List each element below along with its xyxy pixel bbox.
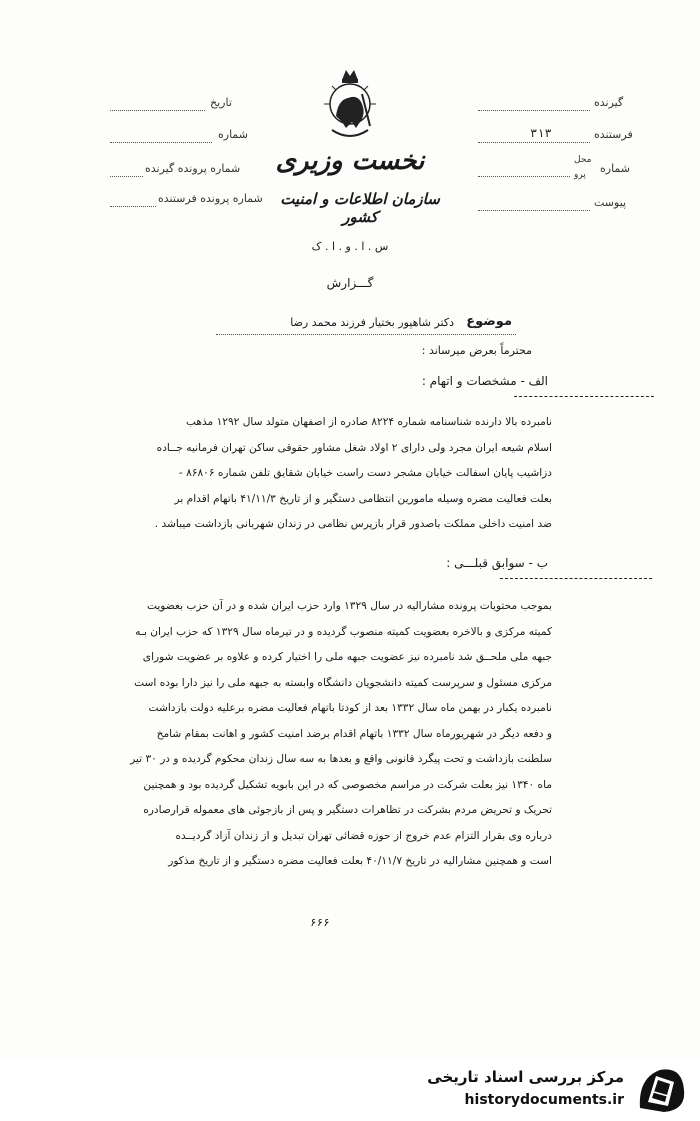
section-b-line: تحریک و تحریض مردم بشرکت در تظاهرات دستگیر و پس از بازجوئی های معموله قرارصادره (143, 804, 552, 816)
number-sub-label-1: محل (574, 155, 592, 165)
sender-line (478, 142, 590, 143)
subject-text: دکتر شاهپور بختیار فرزند محمد رضا (290, 316, 454, 329)
organization-subtitle: سازمان اطلاعات و امنیت کشور (280, 190, 440, 226)
receiver-line (478, 110, 590, 111)
attachment-line (478, 210, 590, 211)
section-a-paragraph (122, 410, 552, 538)
section-b-line: نامبرده یکبار در بهمن ماه سال ۱۳۳۲ بعد از کودتا باتهام فعالیت مضره برعلیه دولت بازداشت (148, 702, 552, 714)
watermark-title: مرکز بررسی اسناد تاریخی (427, 1068, 624, 1086)
section-a-line: دزاشیب پایان اسفالت خیابان مشجر دست راست خیابان شقایق تلفن شماره ۸۶۸۰۶ - (178, 467, 552, 479)
section-a-line: نامبرده بالا دارنده شناسنامه شماره ۸۲۲۴ صادره از اصفهان متولد سال ۱۲۹۲ مذهب (185, 416, 552, 428)
attachment-label: پیوست (594, 196, 627, 209)
section-b-line: جبهه ملی ملحــق شد نامبرده نیز عضویت جبهه ملی را اختیار کرده و علاوه بر عضویت شورای (142, 651, 552, 663)
sender-value: ۳۱۳ (530, 126, 552, 140)
section-b-line: کمیته مرکزی و بالاخره بعضویت کمیته منصوب گردیده و در تیرماه سال ۱۳۲۹ که حزب ایران بـه (135, 625, 552, 638)
section-b-heading: ب - سوابق قبلـــی : (446, 556, 548, 570)
sender-label: فرستنده (594, 128, 633, 141)
subject-line (216, 334, 516, 335)
section-b-underline (500, 578, 652, 579)
report-title: گـــزارش (326, 276, 374, 290)
date-label: تاریخ (210, 96, 232, 109)
watermark (420, 1062, 692, 1116)
number-line-right (478, 176, 570, 177)
lion-and-sun-emblem-icon (318, 64, 382, 144)
section-a-heading: الف - مشخصات و اتهام : (421, 374, 548, 388)
receiver-label: گیرنده (594, 96, 624, 109)
section-b-line: است و همچنین مشارالیه در تاریخ ۴۰/۱۱/۷ بعلت فعالیت مضره دستگیر و از تاریخ مذکور (168, 855, 552, 867)
section-a-underline (514, 396, 654, 397)
number-sub-label-2: پرو (574, 170, 586, 180)
receiver-file-line (110, 176, 143, 177)
section-b-paragraph (122, 594, 552, 875)
section-a-line: اسلام شیعه ایران مجرد ولی دارای ۲ اولاد شغل مشاور حقوقی ساکن تهران فرمانیه جــاده (156, 441, 552, 454)
date-line (110, 110, 205, 111)
number-line-left (110, 142, 212, 143)
continuation-marks: ۶۶۶ (310, 916, 330, 929)
section-b-line: و دفعه دیگر در شهریورماه سال ۱۳۳۲ باتهام اقدام برضد امنیت کشور و اهانت بمقام شامخ (156, 727, 552, 740)
section-a-line: ضد امنیت داخلی مملکت باصدور قرار بازپرس نظامی در زندان شهربانی بازداشت میباشد . (154, 518, 552, 530)
section-b-line: سلطنت بازداشت و تحت پیگرد قانونی واقع و بعدها به سه سال زندان محکوم گردیده و در ۳۰ تیر (130, 753, 552, 765)
number-label-left: شماره (218, 128, 249, 141)
sender-file-line (110, 206, 156, 207)
section-b-line: ماه ۱۳۴۰ نیز بعلت شرکت در مراسم مخصوصی که در این بابویه تشکیل گردیده بود و همچنین (143, 778, 552, 791)
sender-file-label: شماره پرونده فرستنده (158, 192, 263, 205)
section-b-line: مرکزی مسئول و سرپرست کمیته دانشجویان دانشگاه وابسته به جبهه ملی را نیز دارا بوده است (134, 676, 552, 689)
section-a-line: بعلت فعالیت مضره وسیله مامورین انتظامی دستگیر و از تاریخ ۴۱/۱۱/۳ باتهام اقدام بر (174, 492, 552, 505)
organization-code: س . ا . و . ا . ک (311, 240, 389, 253)
salutation: محترماً بعرض میرساند : (421, 344, 532, 357)
number-label-right: شماره (600, 162, 631, 175)
receiver-file-label: شماره پرونده گیرنده (145, 162, 241, 175)
watermark-url: historydocuments.ir (464, 1092, 624, 1108)
section-b-line: درباره وی بقرار التزام عدم خروج از حوزه قضائی تهران تبدیل و از زندان آزاد گردیــده (175, 829, 552, 842)
archive-logo-icon (634, 1064, 688, 1114)
organization-title: نخست وزیری (275, 146, 425, 176)
section-b-line: بموجب محتویات پرونده مشارالیه در سال ۱۳۲۹ وارد حزب ایران شده و در آن حزب بعضویت (146, 600, 552, 612)
subject-label: موضوع (466, 314, 512, 329)
